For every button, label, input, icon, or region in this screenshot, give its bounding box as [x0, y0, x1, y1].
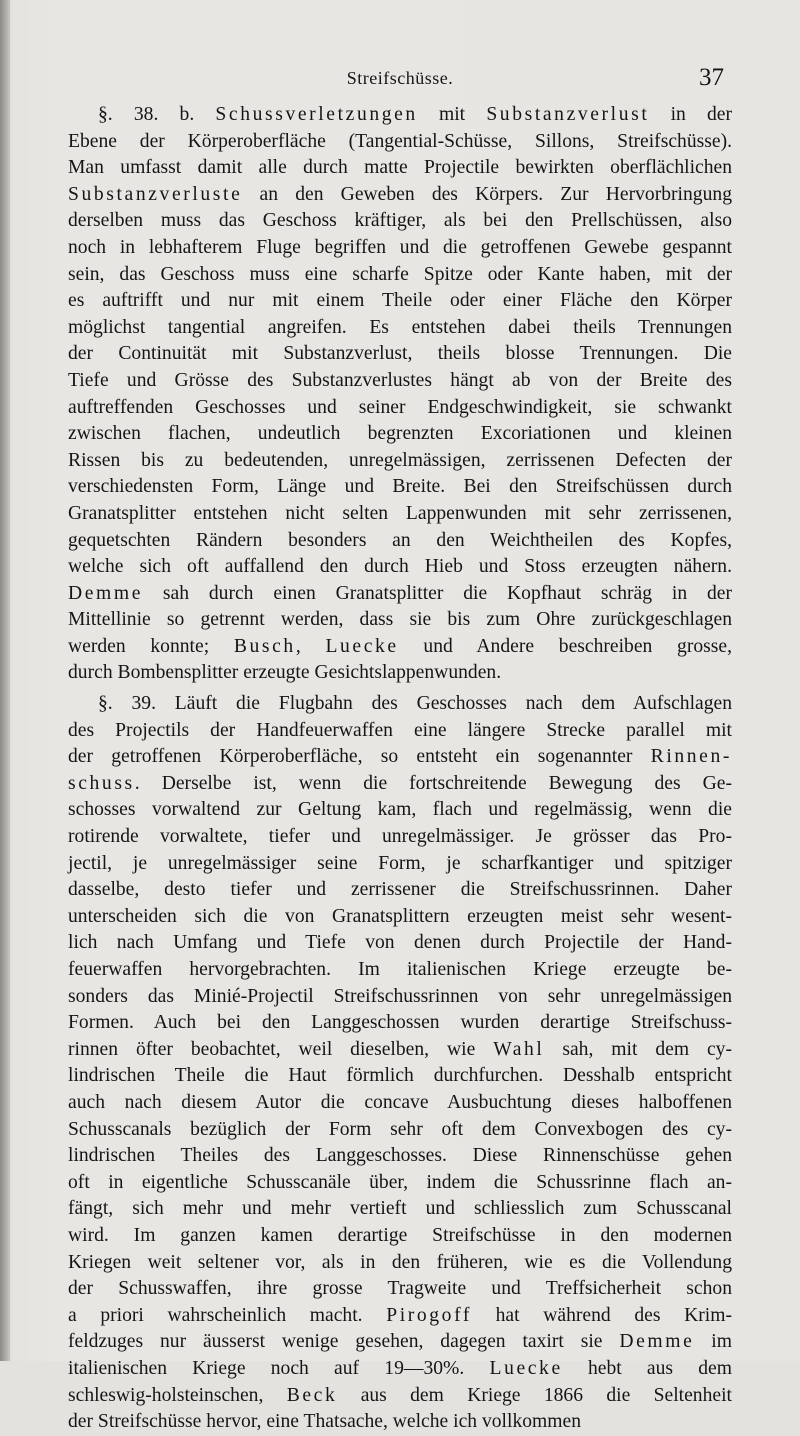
spaced-emphasis: Luecke — [325, 635, 399, 657]
text-line — [68, 1037, 732, 1064]
text-line — [68, 1356, 732, 1383]
text-line — [68, 129, 732, 156]
text-line — [68, 851, 732, 878]
body-text — [68, 102, 732, 1436]
text-run: im — [694, 1331, 732, 1353]
text-line — [68, 824, 732, 851]
text-line — [68, 984, 732, 1011]
text-run: gequetschten Rändern besonders an den Weichtheilen des Kopfes, — [68, 529, 732, 551]
text-line — [68, 448, 732, 475]
text-line — [68, 930, 732, 957]
text-line — [68, 501, 732, 528]
text-run: lich nach Umfang und Tiefe von denen durch Projectile der Hand- — [68, 932, 732, 954]
text-line — [68, 1303, 732, 1330]
spaced-emphasis: Demme — [619, 1331, 695, 1353]
text-line — [68, 182, 732, 209]
text-run: auch nach diesem Autor die concave Ausbuchtung dieses halboffenen — [68, 1091, 732, 1113]
page-gutter-shadow — [0, 0, 10, 1361]
text-run: auftreffenden Geschosses und seiner Endgeschwindigkeit, sie schwankt — [68, 396, 732, 418]
text-run: hat während des Krim- — [471, 1304, 732, 1326]
text-run: in der — [649, 104, 732, 125]
text-run: Formen. Auch bei den Langgeschossen wurden derartige Streifschuss- — [68, 1012, 732, 1034]
text-run: Schusscanals bezüglich der Form sehr oft dem Convexbogen des cy- — [68, 1118, 732, 1140]
text-line — [68, 660, 732, 687]
text-run: . Derselbe ist, wenn die fortschreitende Bewegung des Ge- — [134, 772, 732, 794]
text-line — [68, 1143, 732, 1170]
text-run: Granatsplitter entstehen nicht selten Lappenwunden mit sehr zerrissenen, — [68, 502, 732, 524]
text-run: des Projectils der Handfeuerwaffen eine längere Strecke parallel mit — [68, 719, 732, 741]
text-run: fängt, sich mehr und mehr vertieft und schliesslich zum Schusscanal — [68, 1198, 732, 1220]
text-run: durch Bombensplitter erzeugte Gesichtslappenwunden. — [68, 662, 502, 684]
text-line — [68, 1329, 732, 1356]
text-run: aus dem Kriege 1866 die Seltenheit — [337, 1384, 732, 1406]
text-run: der Schusswaffen, ihre grosse Tragweite und Treffsicherheit schon — [68, 1278, 732, 1300]
text-line — [68, 288, 732, 315]
text-line — [68, 691, 732, 718]
text-line — [68, 1223, 732, 1250]
text-line — [68, 421, 732, 448]
text-run: lindrischen Theile die Haut förmlich durchfurchen. Desshalb entspricht — [68, 1065, 732, 1087]
text-line — [68, 208, 732, 235]
text-line — [68, 877, 732, 904]
text-run: jectil, je unregelmässiger seine Form, je scharfkantiger und spitziger — [68, 852, 732, 874]
text-run: der getroffenen Körperoberfläche, so entsteht ein sogenannter — [68, 746, 651, 768]
spaced-emphasis: Rinnen- — [650, 746, 732, 768]
text-run: feuerwaffen hervorgebrachten. Im italienischen Kriege erzeugte be- — [68, 959, 732, 980]
text-line — [68, 957, 732, 984]
text-run: noch in lebhafterem Fluge begriffen und die getroffenen Gewebe gespannt — [68, 236, 732, 258]
text-line — [68, 368, 732, 395]
text-line — [68, 262, 732, 289]
text-line — [68, 1170, 732, 1197]
text-run: zwischen flachen, undeutlich begrenzten Excoriationen und kleinen — [68, 423, 732, 445]
text-line — [68, 1409, 732, 1436]
spaced-emphasis: Beck — [286, 1384, 338, 1406]
text-line — [68, 102, 732, 129]
text-run: und Andere beschreiben grosse, — [398, 635, 733, 657]
text-run: Man umfasst damit alle durch matte Projectile bewirkten oberflächlichen — [68, 157, 732, 179]
text-run: sah durch einen Granatsplitter die Kopfhaut schräg in der — [143, 582, 732, 604]
text-line — [68, 797, 732, 824]
text-run: der Continuität mit Substanzverlust, theils blosse Trennungen. Die — [68, 343, 732, 365]
text-run: , — [295, 635, 326, 657]
text-line — [68, 235, 732, 262]
text-run: sonders das Minié-Projectil Streifschussrinnen von sehr unregelmässigen — [68, 985, 732, 1007]
page-header — [0, 64, 800, 100]
spaced-emphasis: Demme — [68, 582, 144, 604]
text-run: a priori wahrscheinlich macht. — [68, 1304, 387, 1326]
text-run: verschiedensten Form, Länge und Breite. Bei den Streifschüssen durch — [68, 476, 732, 498]
text-run: mit — [417, 104, 487, 125]
text-line — [68, 904, 732, 931]
text-run: sah, mit dem cy- — [544, 1038, 732, 1060]
text-run: Kriegen weit seltener vor, als in den früheren, wie es die Vollendung — [68, 1251, 732, 1273]
text-line — [68, 554, 732, 581]
text-run: rotirende vorwaltete, tiefer und unregelmässiger. Je grösser das Pro- — [68, 826, 732, 848]
text-run: Rissen bis zu bedeutenden, unregelmässigen, zerrissenen Defecten der — [68, 449, 732, 471]
text-run: werden konnte; — [68, 635, 234, 657]
running-title: Streifschüsse. — [346, 68, 454, 88]
text-run: Tiefe und Grösse des Substanzverlustes hängt ab von der Breite des — [68, 369, 732, 391]
text-line — [68, 1010, 732, 1037]
text-run: Ebene der Körperoberfläche (Tangential-Schüsse, Sillons, Streifschüsse). — [68, 130, 732, 152]
spaced-emphasis: Substanzverlust — [486, 104, 650, 125]
spaced-emphasis: Busch — [233, 635, 296, 657]
paragraph-section-39 — [68, 691, 732, 1436]
text-line — [68, 607, 732, 634]
text-line — [68, 744, 732, 771]
text-run: Mittellinie so getrennt werden, dass sie bis zum Ohre zurückgeschlagen — [68, 609, 732, 631]
text-line — [68, 1196, 732, 1223]
text-run: derselben muss das Geschoss kräftiger, als bei den Prellschüssen, also — [68, 210, 732, 232]
text-run: hebt aus dem — [562, 1357, 732, 1379]
text-run: an den Geweben des Körpers. Zur Hervorbringung — [242, 183, 732, 205]
text-run: wird. Im ganzen kamen derartige Streifschüsse in den modernen — [68, 1224, 732, 1246]
text-line — [68, 771, 732, 798]
text-line — [68, 1090, 732, 1117]
text-line — [68, 341, 732, 368]
spaced-emphasis: Schussverletzungen — [215, 104, 418, 125]
text-run: schleswig-holsteinschen, — [68, 1384, 287, 1406]
text-run: der Streifschüsse hervor, eine Thatsache, welche ich vollkommen — [68, 1411, 582, 1433]
text-run: feldzuges nur äusserst wenige gesehen, dagegen taxirt sie — [68, 1331, 620, 1353]
text-line — [68, 1117, 732, 1144]
paragraph-section-38 — [68, 102, 732, 687]
text-line — [68, 1063, 732, 1090]
text-run: lindrischen Theiles des Langgeschosses. Diese Rinnenschüsse gehen — [68, 1145, 732, 1167]
text-run: §. 38. b. — [98, 104, 216, 125]
text-line — [68, 1276, 732, 1303]
text-run: oft in eigentliche Schusscanäle über, indem die Schussrinne flach an- — [68, 1171, 732, 1193]
text-line — [68, 1383, 732, 1410]
text-line — [68, 528, 732, 555]
text-line — [68, 1250, 732, 1277]
text-run: italienischen Kriege noch auf 19—30%. — [68, 1357, 490, 1379]
text-run: es auftrifft und nur mit einem Theile oder einer Fläche den Körper — [68, 290, 732, 312]
text-run: möglichst tangential angreifen. Es entstehen dabei theils Trennungen — [68, 316, 732, 338]
text-run: unterscheiden sich die von Granatsplittern erzeugten meist sehr wesent- — [68, 905, 732, 927]
page-number: 37 — [699, 64, 724, 91]
text-line — [68, 634, 732, 661]
spaced-emphasis: schuss — [68, 772, 135, 794]
text-run: schosses vorwaltend zur Geltung kam, flach und regelmässig, wenn die — [68, 799, 732, 821]
text-line — [68, 395, 732, 422]
text-line — [68, 581, 732, 608]
spaced-emphasis: Luecke — [489, 1357, 563, 1379]
text-run: welche sich oft auffallend den durch Hieb und Stoss erzeugten nähern. — [68, 556, 732, 578]
spaced-emphasis: Pirogoff — [386, 1304, 472, 1326]
text-line — [68, 155, 732, 182]
text-line — [68, 474, 732, 501]
text-run: dasselbe, desto tiefer und zerrissener die Streifschussrinnen. Daher — [68, 879, 732, 901]
spaced-emphasis: Wahl — [493, 1038, 545, 1060]
text-line — [68, 315, 732, 342]
text-run: §. 39. Läuft die Flugbahn des Geschosses nach dem Aufschlagen — [98, 693, 732, 715]
text-run: sein, das Geschoss muss eine scharfe Spitze oder Kante haben, mit der — [68, 263, 732, 285]
text-line — [68, 718, 732, 745]
text-run: rinnen öfter beobachtet, weil dieselben, wie — [68, 1038, 494, 1060]
spaced-emphasis: Substanzverluste — [68, 183, 243, 205]
